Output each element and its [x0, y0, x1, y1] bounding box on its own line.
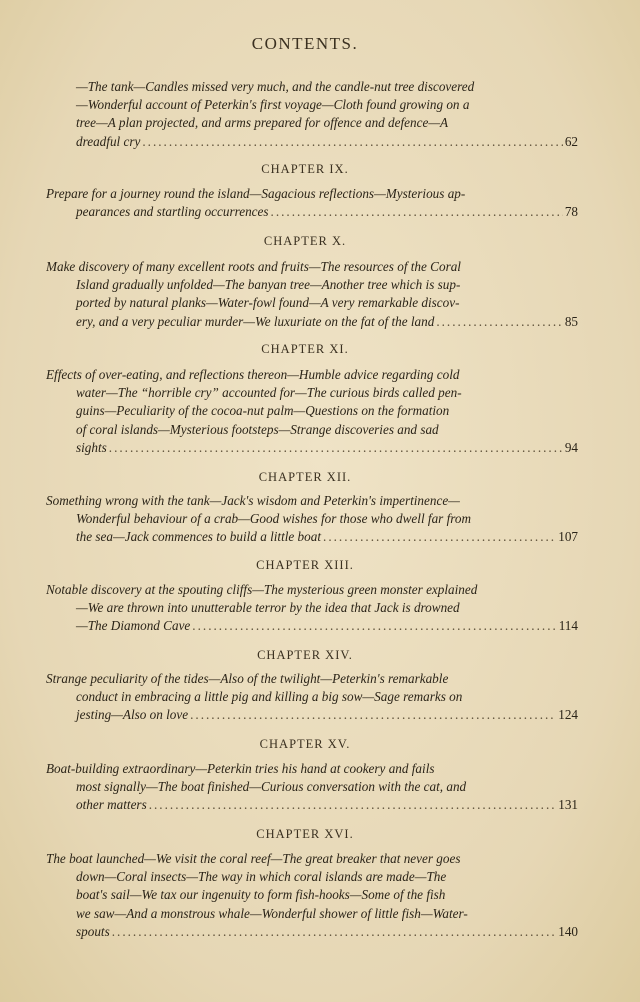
chapter-heading: CHAPTER X.	[263, 234, 347, 248]
toc-entry-line: Something wrong with the tank—Jack's wisdom and Peterkin's impertinence—	[46, 493, 460, 508]
toc-entry-chapter-viii	[46, 78, 578, 151]
toc-entry-line: boat's sail—We tax our ingenuity to form fish-hooks—Some of the fish	[76, 887, 446, 903]
dot-leader	[142, 133, 562, 151]
toc-entry-line: —The tank—Candles missed very much, and the candle-nut tree discovered	[76, 79, 475, 94]
toc-entry-line: sights	[76, 439, 107, 455]
chapter-heading: CHAPTER XV.	[259, 737, 351, 751]
toc-entry-last-line	[46, 528, 578, 546]
toc-entry-chapter-xiv	[46, 670, 578, 725]
toc-entry-line: Island gradually unfolded—The banyan tree—Another tree which is sup-	[76, 277, 461, 293]
chapter-heading: CHAPTER XI.	[261, 342, 349, 356]
page-number: 131	[558, 797, 578, 813]
page-number: 94	[564, 439, 578, 455]
toc-entry-line: other matters	[76, 797, 147, 813]
toc-entry-last-line	[46, 439, 578, 457]
toc-entry-chapter-xvi	[46, 850, 578, 941]
toc-entry-line: spouts	[76, 923, 110, 939]
toc-entry-line: guins—Peculiarity of the cocoa-nut palm—Questions on the formation	[76, 403, 450, 419]
toc-entry-chapter-xv	[46, 760, 578, 815]
toc-entry-line: —The Diamond Cave	[76, 618, 191, 634]
toc-entry-line: Make discovery of many excellent roots and fruits—The resources of the Coral	[46, 259, 461, 274]
toc-entry-line: —Wonderful account of Peterkin's first voyage—Cloth found growing on a	[76, 97, 470, 113]
toc-entry-line: the sea—Jack commences to build a little boat	[76, 529, 322, 545]
dot-leader	[109, 439, 563, 457]
toc-entry-chapter-xii	[46, 492, 578, 547]
page-number: 107	[558, 529, 578, 545]
toc-entry-line: tree—A plan projected, and arms prepared for offence and defence—A	[76, 115, 449, 131]
chapter-heading: CHAPTER IX.	[261, 162, 349, 176]
toc-entry-line: we saw—And a monstrous whale—Wonderful shower of little fish—Water-	[76, 905, 468, 921]
toc-entry-line: jesting—Also on love	[76, 707, 189, 723]
chapter-heading: CHAPTER XII.	[258, 470, 352, 484]
toc-entry-line: —We are thrown into unutterable terror by the idea that Jack is drowned	[76, 600, 460, 616]
toc-entry-chapter-ix	[46, 185, 578, 221]
page-title: CONTENTS.	[251, 34, 359, 53]
toc-entry-chapter-xi	[46, 366, 578, 457]
toc-entry-line: most signally—The boat finished—Curious conversation with the cat, and	[76, 779, 467, 795]
toc-entry-line: Effects of over-eating, and reflections thereon—Humble advice regarding cold	[46, 367, 460, 382]
page-number: 62	[564, 133, 578, 149]
toc-entry-line: conduct in embracing a little pig and killing a big sow—Sage remarks on	[76, 689, 463, 705]
toc-entry-line: water—The “horrible cry” accounted for—The curious birds called pen-	[76, 385, 462, 401]
toc-entry-line: Wonderful behaviour of a crab—Good wishes for those who dwell far from	[76, 511, 472, 527]
toc-entry-last-line	[46, 796, 578, 814]
chapter-heading: CHAPTER XVI.	[256, 827, 354, 841]
toc-entry-line: pearances and startling occurrences	[76, 204, 269, 220]
toc-entry-last-line	[46, 313, 578, 331]
page-number: 114	[558, 618, 578, 634]
toc-entry-last-line	[46, 923, 578, 941]
toc-entry-line: Notable discovery at the spouting cliffs—The mysterious green monster explained	[46, 582, 478, 597]
toc-entry-line: of coral islands—Mysterious footsteps—Strange discoveries and sad	[76, 421, 439, 437]
toc-entry-line: The boat launched—We visit the coral reef—The great breaker that never goes	[46, 851, 461, 866]
dot-leader	[436, 313, 562, 331]
dot-leader	[149, 796, 557, 814]
toc-entry-line: ery, and a very peculiar murder—We luxuriate on the fat of the land	[76, 313, 435, 329]
dot-leader	[271, 203, 563, 221]
toc-entry-line: Strange peculiarity of the tides—Also of the twilight—Peterkin's remarkable	[46, 671, 449, 686]
page-number: 78	[564, 204, 578, 220]
toc-entry-line: Boat-building extraordinary—Peterkin tries his hand at cookery and fails	[46, 761, 435, 776]
toc-entry-last-line	[46, 133, 578, 151]
page-number: 140	[558, 923, 578, 939]
toc-entry-last-line	[46, 203, 578, 221]
toc-entry-line: ported by natural planks—Water-fowl found—A very remarkable discov-	[76, 295, 460, 311]
dot-leader	[192, 617, 556, 635]
page-number: 124	[558, 707, 578, 723]
chapter-heading: CHAPTER XIV.	[257, 648, 353, 662]
dot-leader	[112, 923, 557, 941]
dot-leader	[323, 528, 556, 546]
chapter-heading: CHAPTER XIII.	[256, 558, 354, 572]
toc-entry-last-line	[46, 706, 578, 724]
toc-entry-line: Prepare for a journey round the island—Sagacious reflections—Mysterious ap-	[46, 186, 466, 201]
toc-entry-line: dreadful cry	[76, 133, 141, 149]
toc-entry-chapter-xiii	[46, 581, 578, 636]
toc-entry-line: down—Coral insects—The way in which coral islands are made—The	[76, 869, 447, 885]
toc-entry-last-line	[46, 617, 578, 635]
dot-leader	[190, 706, 556, 724]
toc-entry-chapter-x	[46, 258, 578, 331]
page-number: 85	[564, 313, 578, 329]
